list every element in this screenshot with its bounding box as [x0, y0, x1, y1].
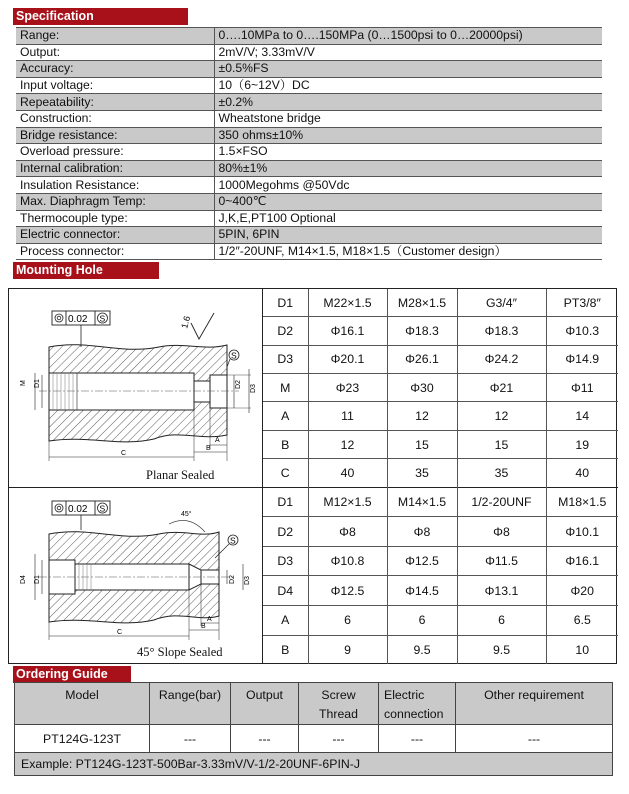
cell-model: PT124G-123T [15, 725, 150, 753]
spec-key: Construction: [16, 110, 214, 127]
dim-a: A [215, 437, 220, 444]
spec-key: Accuracy: [16, 61, 214, 78]
dimension-value: 15 [457, 430, 546, 458]
ordering-example: Example: PT124G-123T-500Bar-3.33mV/V-1/2-20UNF-6PIN-J [15, 753, 613, 776]
dimension-value: 9.5 [457, 635, 546, 664]
dimension-label: D2 [263, 317, 308, 345]
spec-value: 80%±1% [214, 160, 602, 177]
spec-key: Internal calibration: [16, 160, 214, 177]
cell-other: --- [456, 725, 613, 753]
dimension-value: 12 [308, 430, 387, 458]
spec-row [16, 210, 602, 227]
dimension-value: 19 [546, 430, 618, 458]
slope-sealed-drawing [9, 488, 263, 664]
spec-row [16, 44, 602, 61]
dim-m: M [20, 380, 27, 386]
col-electric-connection [379, 683, 456, 725]
spec-key: Bridge resistance: [16, 127, 214, 144]
spec-key: Overload pressure: [16, 144, 214, 161]
dimension-value: Φ8 [457, 517, 546, 547]
col-electric-line1: Electric [384, 688, 425, 702]
dim-d2: D2 [235, 380, 242, 389]
dimension-value: 9.5 [387, 635, 457, 664]
spec-key: Range: [16, 28, 214, 45]
dimension-label: M [263, 374, 308, 402]
dimension-value: Φ10.3 [546, 317, 618, 345]
dim-d3: D3 [250, 384, 257, 393]
dimension-value: Φ14.5 [387, 576, 457, 606]
dim-a-2: A [207, 616, 212, 623]
dimension-value: PT3/8″ [546, 289, 618, 317]
dimension-value: 6 [308, 606, 387, 636]
dimension-value: 40 [308, 459, 387, 488]
spec-key: Input voltage: [16, 77, 214, 94]
cell-output: --- [231, 725, 299, 753]
dimension-value: Φ12.5 [308, 576, 387, 606]
dim-c: C [121, 450, 127, 457]
dimension-label: D3 [263, 345, 308, 373]
dimension-value: 35 [387, 459, 457, 488]
dimension-value: Φ10.1 [546, 517, 618, 547]
dimension-value: 12 [387, 402, 457, 430]
planar-sealed-diagram [9, 289, 263, 488]
dimension-row [263, 317, 618, 345]
spec-row [16, 177, 602, 194]
spec-row [16, 144, 602, 161]
spec-row [16, 61, 602, 78]
dimension-label: D1 [263, 289, 308, 317]
spec-key: Process connector: [16, 243, 214, 260]
dimension-value: 6.5 [546, 606, 618, 636]
spec-row [16, 193, 602, 210]
dimension-row [263, 459, 618, 488]
dimension-row [263, 546, 618, 576]
dimension-value: Φ16.1 [308, 317, 387, 345]
col-screw-thread [299, 683, 379, 725]
dimension-row [263, 635, 618, 664]
dimension-value: G3/4″ [457, 289, 546, 317]
roughness-value: 1.6 [179, 314, 193, 330]
spec-key: Insulation Resistance: [16, 177, 214, 194]
dimension-label: A [263, 606, 308, 636]
tolerance-value-2: 0.02 [68, 504, 88, 515]
dimension-value: Φ16.1 [546, 546, 618, 576]
planar-dimension-table [263, 289, 618, 488]
dimension-row [263, 430, 618, 458]
planar-sealed-caption: Planar Sealed [146, 468, 215, 482]
dimension-value: Φ11.5 [457, 546, 546, 576]
slope-sealed-caption: 45° Slope Sealed [137, 645, 223, 659]
dimension-value: 12 [457, 402, 546, 430]
spec-row [16, 110, 602, 127]
spec-value: Wheatstone bridge [214, 110, 602, 127]
dimension-value: Φ26.1 [387, 345, 457, 373]
dimension-value: Φ24.2 [457, 345, 546, 373]
dimension-value: Φ13.1 [457, 576, 546, 606]
dimension-label: B [263, 635, 308, 664]
dimension-value: Φ12.5 [387, 546, 457, 576]
dimension-label: A [263, 402, 308, 430]
dimension-value: Φ23 [308, 374, 387, 402]
tolerance-frame [52, 311, 110, 347]
dim-b-2: B [201, 623, 206, 630]
spec-value: 1000Megohms @50Vdc [214, 177, 602, 194]
dim-d3-2: D3 [244, 576, 251, 585]
dimension-value: Φ21 [457, 374, 546, 402]
specification-header: Specification [13, 8, 188, 25]
dimension-value: M18×1.5 [546, 488, 618, 517]
dimension-value: 6 [387, 606, 457, 636]
dimension-value: Φ30 [387, 374, 457, 402]
dimension-value: M12×1.5 [308, 488, 387, 517]
spec-value: 350 ohms±10% [214, 127, 602, 144]
dimension-value: Φ11 [546, 374, 618, 402]
dimension-value: Φ18.3 [457, 317, 546, 345]
spec-row [16, 94, 602, 111]
col-other: Other requirement [456, 683, 613, 725]
dimension-label: D3 [263, 546, 308, 576]
spec-key: Electric connector: [16, 227, 214, 244]
dimension-value: M14×1.5 [387, 488, 457, 517]
dimension-row [263, 345, 618, 373]
spec-value: 1.5×FSO [214, 144, 602, 161]
slope-dimension-table [263, 488, 618, 664]
dimension-value: 6 [457, 606, 546, 636]
dimension-row [263, 576, 618, 606]
dim-d2-2: D2 [229, 575, 236, 584]
dimension-row [263, 289, 618, 317]
dimension-value: 40 [575, 466, 590, 481]
spec-row [16, 28, 602, 45]
col-screw-line1: Screw [321, 688, 356, 702]
tolerance-value: 0.02 [68, 314, 88, 325]
dim-d1-2: D1 [34, 575, 41, 584]
dimension-row [263, 606, 618, 636]
datum-label-2: S [99, 503, 106, 514]
spec-key: Max. Diaphragm Temp: [16, 193, 214, 210]
dimension-value: Φ8 [387, 517, 457, 547]
ordering-guide-table [14, 682, 613, 776]
angle-label: 45° [181, 511, 192, 518]
spec-value: 5PIN, 6PIN [214, 227, 602, 244]
cell-electric: --- [379, 725, 456, 753]
spec-value: J,K,E,PT100 Optional [214, 210, 602, 227]
spec-value: 0~400℃ [214, 193, 602, 210]
datum-s-label-2: S [230, 535, 236, 546]
spec-row [16, 127, 602, 144]
spec-value: ±0.2% [214, 94, 602, 111]
slope-sealed-diagram [9, 488, 263, 664]
ordering-guide-header: Ordering Guide [13, 666, 131, 683]
spec-value: 10（6~12V）DC [214, 77, 602, 94]
mounting-hole-panel [8, 288, 617, 664]
dimension-value: 11 [308, 402, 387, 430]
dim-b: B [206, 445, 211, 452]
dimension-value: Φ20 [546, 576, 618, 606]
dimension-row [263, 517, 618, 547]
dimension-value: M28×1.5 [387, 289, 457, 317]
mounting-hole-header: Mounting Hole [13, 262, 159, 279]
spec-row [16, 77, 602, 94]
dimension-value: Φ10.8 [308, 546, 387, 576]
dimension-row [263, 374, 618, 402]
table-row [15, 725, 613, 753]
spec-row [16, 243, 602, 260]
col-electric-line2: connection [384, 707, 444, 721]
col-model: Model [15, 683, 150, 725]
dimension-value: 1/2-20UNF [457, 488, 546, 517]
spec-row [16, 227, 602, 244]
spec-key: Thermocouple type: [16, 210, 214, 227]
planar-sealed-drawing [9, 289, 263, 488]
specification-table [16, 27, 602, 260]
dimension-label: C [263, 459, 308, 488]
dimension-row [263, 488, 618, 517]
spec-value: 2mV/V; 3.33mV/V [214, 44, 602, 61]
dimension-value: M22×1.5 [308, 289, 387, 317]
cell-range: --- [150, 725, 231, 753]
datum-label: S [99, 313, 106, 324]
dimension-label: D1 [263, 488, 308, 517]
dimension-value: 35 [457, 459, 546, 488]
dimension-label: D4 [263, 576, 308, 606]
dimension-label: D2 [263, 517, 308, 547]
dim-c-2: C [117, 629, 123, 636]
dimension-value: 14 [546, 402, 618, 430]
dimension-value: Φ14.9 [546, 345, 618, 373]
dimension-label: B [263, 430, 308, 458]
spec-key: Repeatability: [16, 94, 214, 111]
dim-d4: D4 [20, 575, 27, 584]
datum-s-label: S [231, 350, 237, 361]
dimension-value: Φ8 [308, 517, 387, 547]
col-screw-line2: Thread [319, 707, 358, 721]
spec-value: ±0.5%FS [214, 61, 602, 78]
dimension-value: Φ18.3 [387, 317, 457, 345]
spec-value: 0….10MPa to 0….150MPa (0…1500psi to 0…20000psi) [214, 28, 602, 45]
col-output: Output [231, 683, 299, 725]
spec-value: 1/2″-20UNF, M14×1.5, M18×1.5（Customer design） [214, 243, 602, 260]
spec-row [16, 160, 602, 177]
dimension-row [263, 402, 618, 430]
dimension-value: 9 [308, 635, 387, 664]
dimension-value: 15 [387, 430, 457, 458]
spec-key: Output: [16, 44, 214, 61]
col-range: Range(bar) [150, 683, 231, 725]
cell-screw: --- [299, 725, 379, 753]
roughness-symbol [179, 313, 214, 339]
dimension-value: 10 [575, 642, 590, 657]
dimension-value: Φ20.1 [308, 345, 387, 373]
tolerance-frame-2 [52, 501, 110, 530]
dim-d1: D1 [34, 379, 41, 388]
